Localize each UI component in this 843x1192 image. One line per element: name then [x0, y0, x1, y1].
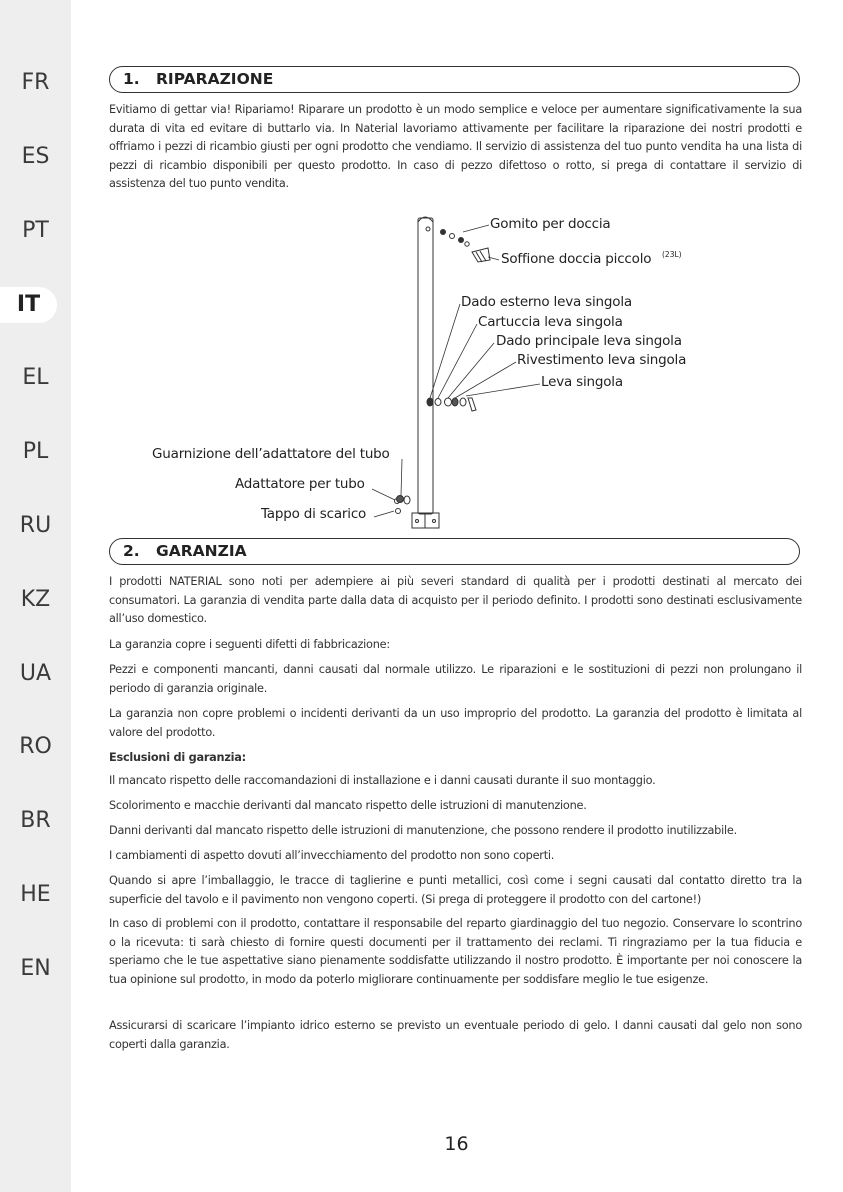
label-tappo: Tappo di scarico — [261, 506, 367, 522]
lang-tab-ro[interactable]: RO — [19, 734, 52, 759]
lang-tab-he[interactable]: HE — [20, 882, 51, 907]
page-number: 16 — [444, 1133, 469, 1155]
shower-head-icon — [472, 248, 490, 262]
label-soffione: Soffione doccia piccolo — [501, 251, 652, 267]
lever-parts-icon — [427, 398, 476, 411]
warranty-paragraph: Scolorimento e macchie derivanti dal mancato rispetto delle istruzioni di manutenzione. — [109, 799, 587, 812]
shower-elbow-icon — [426, 227, 469, 246]
exclusions-heading: Esclusioni di garanzia: — [109, 751, 246, 764]
leader-lines — [372, 225, 540, 517]
warranty-paragraph: Pezzi e componenti mancanti, danni causati dal normale utilizzo. Le riparazioni e le sostituzioni di pezzi non prolungano il periodo di garanzia originale. — [109, 663, 802, 695]
section-number: 2. — [123, 542, 140, 560]
label-cartuccia: Cartuccia leva singola — [478, 314, 623, 330]
repair-paragraph: Evitiamo di gettar via! Ripariamo! Riparare un prodotto è un modo semplice e veloce per aumentare significativamente la sua durata di vita ed evitare di buttarlo via. In Naterial lavoriamo attivamente per facilitare la riparazione dei nostri prodotti e offriamo i pezzi di ricambio giusti per ogni prodotto che vendiamo. Il servizio di assistenza del tuo punto vendita ha una lista di pezzi di ricambio disponibili per questo prodotto. In caso di pezzo difettoso o rotto, si prega di contattare il servizio di assistenza del tuo punto vendita. — [109, 103, 802, 191]
warranty-paragraph: La garanzia non copre problemi o incidenti derivanti da un uso improprio del prodotto. La garanzia del prodotto è limitata al valore del prodotto. — [109, 707, 802, 739]
label-gomito: Gomito per doccia — [490, 216, 611, 232]
lang-tab-en[interactable]: EN — [20, 956, 51, 981]
section-title: RIPARAZIONE — [156, 70, 274, 88]
lang-tab-es[interactable]: ES — [21, 144, 50, 169]
lang-tab-pl[interactable]: PL — [22, 439, 49, 464]
lang-tab-el[interactable]: EL — [22, 365, 49, 390]
lang-tab-br[interactable]: BR — [20, 808, 51, 833]
warranty-paragraph: Assicurarsi di scaricare l’impianto idrico esterno se previsto un eventuale periodo di gelo. I danni causati dal gelo non sono coperti dalla garanzia. — [109, 1019, 802, 1051]
page-number-container — [0, 1133, 843, 1155]
warranty-paragraph: In caso di problemi con il prodotto, contattare il responsabile del reparto giardinaggio del tuo negozio. Conservare lo scontrino o la ricevuta: ti sarà chiesto di fornire questi documenti per il trattamento dei reclami. Ti ringraziamo per la tua fiducia e speriamo che le tue aspettative siano pienamente soddisfatte utilizzando il nostro prodotto. È importante per noi conoscere la tua opinione sul prodotto, in modo da poterlo migliorare continuamente per soddisfare meglio le tue esigenze. — [109, 917, 802, 986]
label-rivestimento: Rivestimento leva singola — [517, 352, 687, 368]
warranty-paragraph: I prodotti NATERIAL sono noti per adempiere ai più severi standard di qualità per i prodotti destinati al mercato dei consumatori. La garanzia di vendita parte dalla data di acquisto per il periodo definito. I prodotti sono destinati esclusivamente all’uso domestico. — [109, 575, 802, 626]
label-leva: Leva singola — [541, 374, 623, 390]
section-header-garanzia — [109, 538, 800, 565]
language-sidebar — [0, 0, 71, 1192]
lang-tab-it[interactable]: IT — [0, 287, 57, 323]
lang-tab-kz[interactable]: KZ — [20, 587, 51, 612]
warranty-paragraph: Quando si apre l’imballaggio, le tracce di taglierine e punti metallici, così come i segni causati dal contatto diretto tra la superficie del tavolo e il pavimento non vengono coperti. (Si prega di proteggere il prodotto con del cartone!) — [109, 874, 802, 906]
warranty-paragraph: Il mancato rispetto delle raccomandazioni di installazione e i danni causati durante il suo montaggio. — [109, 774, 656, 787]
label-guarnizione: Guarnizione dell’adattatore del tubo — [152, 446, 390, 462]
warranty-paragraph: La garanzia copre i seguenti difetti di fabbricazione: — [109, 638, 390, 651]
lang-tab-ua[interactable]: UA — [19, 661, 52, 686]
label-adattatore: Adattatore per tubo — [235, 476, 365, 492]
section-header-riparazione — [109, 66, 800, 93]
lang-tab-pt[interactable]: PT — [22, 218, 49, 243]
section-title: GARANZIA — [156, 542, 247, 560]
section-number: 1. — [123, 70, 140, 88]
label-soffione-note: (23L) — [662, 250, 682, 259]
shower-column — [412, 217, 439, 528]
lang-tab-ru[interactable]: RU — [19, 513, 52, 538]
lang-tab-fr[interactable]: FR — [21, 70, 50, 95]
warranty-paragraph: I cambiamenti di aspetto dovuti all’invecchiamento del prodotto non sono coperti. — [109, 849, 555, 862]
label-dado-esterno: Dado esterno leva singola — [461, 294, 632, 310]
warranty-paragraph: Danni derivanti dal mancato rispetto delle istruzioni di manutenzione, che possono rendere il prodotto inutilizzabile. — [109, 824, 737, 837]
hose-parts-icon — [395, 496, 411, 514]
label-dado-principale: Dado principale leva singola — [496, 333, 682, 349]
